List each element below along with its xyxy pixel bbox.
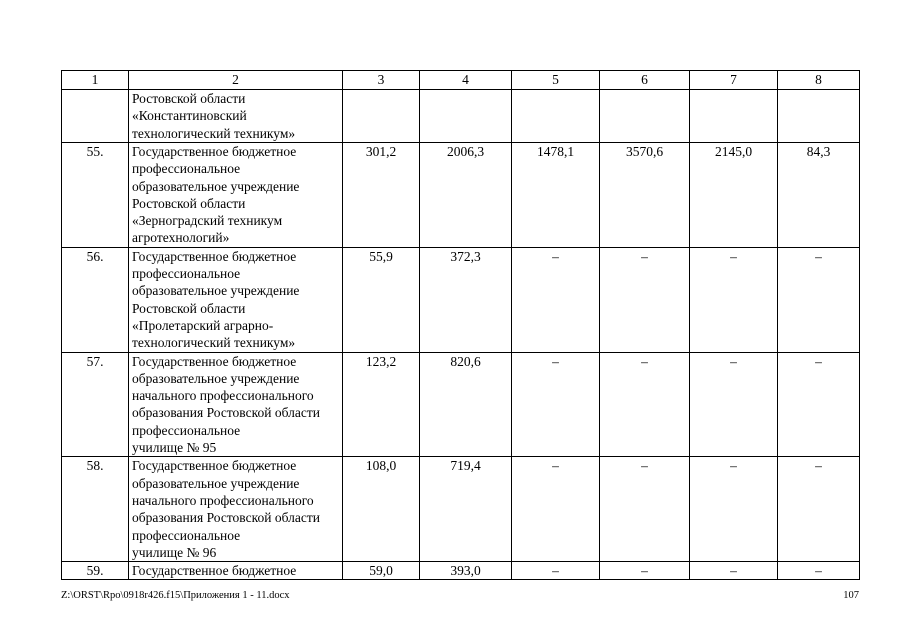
value-col-3: 59,0 xyxy=(343,562,420,580)
row-number: 59. xyxy=(62,562,129,580)
value-col-8: – xyxy=(778,562,860,580)
table-row xyxy=(62,143,860,248)
value-col-7: – xyxy=(690,457,778,562)
value-col-6: – xyxy=(600,352,690,457)
value-col-8: – xyxy=(778,457,860,562)
value-col-3: 55,9 xyxy=(343,247,420,352)
table-row xyxy=(62,562,860,580)
table-row xyxy=(62,457,860,562)
value-col-4: 820,6 xyxy=(420,352,512,457)
value-col-7: – xyxy=(690,352,778,457)
value-col-8: – xyxy=(778,247,860,352)
value-col-6: – xyxy=(600,457,690,562)
header-cell: 7 xyxy=(690,71,778,90)
row-number: 57. xyxy=(62,352,129,457)
value-col-3 xyxy=(343,90,420,143)
value-col-8: 84,3 xyxy=(778,143,860,248)
value-col-6 xyxy=(600,90,690,143)
institution-name: Государственное бюджетное образовательное учреждение начального профессионального образования Ростовской области профессиональное училище № 96 xyxy=(129,457,343,562)
header-cell: 3 xyxy=(343,71,420,90)
header-cell: 6 xyxy=(600,71,690,90)
value-col-5: – xyxy=(512,352,600,457)
header-cell: 5 xyxy=(512,71,600,90)
row-number: 58. xyxy=(62,457,129,562)
value-col-6: 3570,6 xyxy=(600,143,690,248)
value-col-4: 393,0 xyxy=(420,562,512,580)
value-col-4: 719,4 xyxy=(420,457,512,562)
row-number xyxy=(62,90,129,143)
value-col-4 xyxy=(420,90,512,143)
institution-name: Государственное бюджетное профессиональное образовательное учреждение Ростовской области «Пролетарский аграрно- технологический техникум» xyxy=(129,247,343,352)
table-row xyxy=(62,90,860,143)
institution-name: Государственное бюджетное профессиональное образовательное учреждение Ростовской области «Зерноградский техникум агротехнологий» xyxy=(129,143,343,248)
footer-file-path: Z:\ORST\Rpo\0918r426.f15\Приложения 1 - 11.docx xyxy=(61,590,290,601)
value-col-3: 108,0 xyxy=(343,457,420,562)
footer-page-number: 107 xyxy=(843,590,859,601)
value-col-3: 123,2 xyxy=(343,352,420,457)
value-col-5: 1478,1 xyxy=(512,143,600,248)
document-table xyxy=(61,70,860,580)
value-col-5: – xyxy=(512,457,600,562)
row-number: 56. xyxy=(62,247,129,352)
value-col-6: – xyxy=(600,247,690,352)
value-col-7 xyxy=(690,90,778,143)
value-col-3: 301,2 xyxy=(343,143,420,248)
institution-name: Государственное бюджетное образовательное учреждение начального профессионального образования Ростовской области профессиональное училище № 95 xyxy=(129,352,343,457)
table-header-row xyxy=(62,71,860,90)
institution-name: Государственное бюджетное xyxy=(129,562,343,580)
value-col-7: – xyxy=(690,247,778,352)
value-col-7: 2145,0 xyxy=(690,143,778,248)
table-row xyxy=(62,247,860,352)
row-number: 55. xyxy=(62,143,129,248)
value-col-6: – xyxy=(600,562,690,580)
institution-name: Ростовской области «Константиновский технологический техникум» xyxy=(129,90,343,143)
header-cell: 1 xyxy=(62,71,129,90)
header-cell: 4 xyxy=(420,71,512,90)
value-col-5: – xyxy=(512,247,600,352)
value-col-8 xyxy=(778,90,860,143)
header-cell: 8 xyxy=(778,71,860,90)
table-row xyxy=(62,352,860,457)
value-col-4: 2006,3 xyxy=(420,143,512,248)
header-cell: 2 xyxy=(129,71,343,90)
value-col-8: – xyxy=(778,352,860,457)
value-col-7: – xyxy=(690,562,778,580)
value-col-5 xyxy=(512,90,600,143)
value-col-5: – xyxy=(512,562,600,580)
value-col-4: 372,3 xyxy=(420,247,512,352)
